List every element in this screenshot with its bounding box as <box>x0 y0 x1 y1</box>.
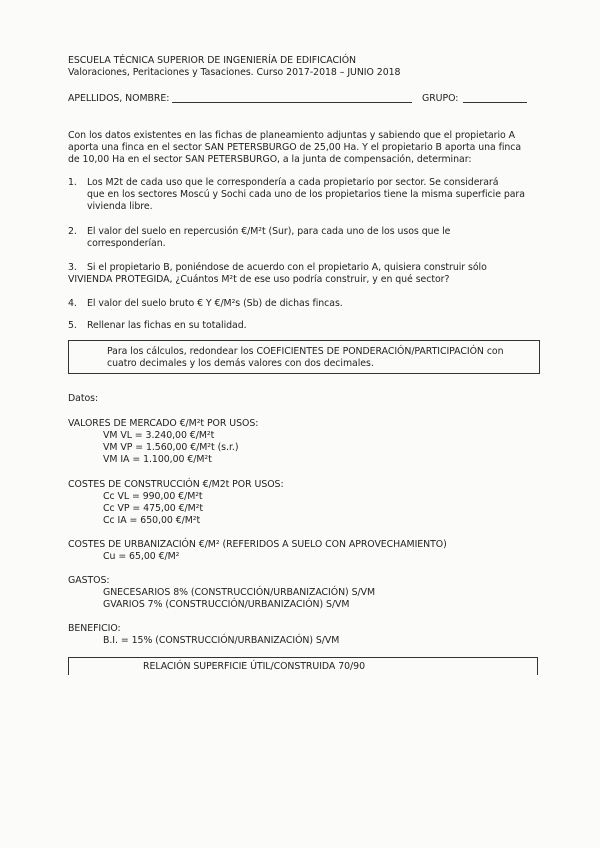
gastos-title: GASTOS: <box>68 575 110 586</box>
question-number: 3. <box>68 262 77 273</box>
question-text: El valor del suelo en repercusión €/M²t (Sur), para cada uno de los usos que le <box>87 226 451 237</box>
question-text: Los M2t de cada uso que le correspondería a cada propietario por sector. Se considerará <box>87 177 499 188</box>
intro-line-2: aporta una finca en el sector SAN PETERSBURGO de 25,00 Ha. Y el propietario B aporta una finca <box>68 142 522 153</box>
construction-cost: Cc VL = 990,00 €/M²t <box>103 491 203 502</box>
question-number: 2. <box>68 226 77 237</box>
intro-line-1: Con los datos existentes en las fichas de planeamiento adjuntas y sabiendo que el propietario A <box>68 130 515 141</box>
construction-costs-title: COSTES DE CONSTRUCCIÓN €/M2t POR USOS: <box>68 479 284 490</box>
gasto-item: GVARIOS 7% (CONSTRUCCIÓN/URBANIZACIÓN) S/VM <box>103 599 350 610</box>
relation-box <box>68 657 538 675</box>
relation-text: RELACIÓN SUPERFICIE ÚTIL/CONSTRUIDA 70/90 <box>143 661 365 672</box>
urbanization-cost: Cu = 65,00 €/M² <box>103 551 180 562</box>
question-text: VIVIENDA PROTEGIDA, ¿Cuántos M²t de ese uso podría construir, y en qué sector? <box>68 274 450 285</box>
question-text: Si el propietario B, poniéndose de acuerdo con el propietario A, quisiera construir sólo <box>87 262 487 273</box>
question-text: El valor del suelo bruto € Y €/M²s (Sb) de dichas fincas. <box>87 298 343 309</box>
construction-cost: Cc VP = 475,00 €/M²t <box>103 503 203 514</box>
market-values-title: VALORES DE MERCADO €/M²t POR USOS: <box>68 418 259 429</box>
question-number: 5. <box>68 320 77 331</box>
market-value: VM VP = 1.560,00 €/M²t (s.r.) <box>103 442 239 453</box>
group-label: GRUPO: <box>422 93 459 104</box>
name-blank[interactable] <box>172 102 412 103</box>
datos-title: Datos: <box>68 393 99 404</box>
beneficio-item: B.I. = 15% (CONSTRUCCIÓN/URBANIZACIÓN) S/VM <box>103 635 340 646</box>
gasto-item: GNECESARIOS 8% (CONSTRUCCIÓN/URBANIZACIÓN) S/VM <box>103 587 375 598</box>
urbanization-costs-title: COSTES DE URBANIZACIÓN €/M² (REFERIDOS A SUELO CON APROVECHAMIENTO) <box>68 539 447 550</box>
market-value: VM IA = 1.100,00 €/M²t <box>103 454 212 465</box>
name-label: APELLIDOS, NOMBRE: <box>68 93 170 104</box>
question-text: que en los sectores Moscú y Sochi cada uno de los propietarios tiene la misma superficie para <box>87 189 525 200</box>
course-line: Valoraciones, Peritaciones y Tasaciones. Curso 2017-2018 – JUNIO 2018 <box>68 67 401 78</box>
group-blank[interactable] <box>463 102 527 103</box>
question-text: corresponderían. <box>87 238 166 249</box>
rounding-note-box <box>68 340 540 374</box>
market-value: VM VL = 3.240,00 €/M²t <box>103 430 215 441</box>
note-line-2: cuatro decimales y los demás valores con dos decimales. <box>107 358 374 369</box>
construction-cost: Cc IA = 650,00 €/M²t <box>103 515 201 526</box>
question-text: Rellenar las fichas en su totalidad. <box>87 320 247 331</box>
intro-line-3: de 10,00 Ha en el sector SAN PETERSBURGO, a la junta de compensación, determinar: <box>68 154 472 165</box>
note-line-1: Para los cálculos, redondear los COEFICIENTES DE PONDERACIÓN/PARTICIPACIÓN con <box>107 346 504 357</box>
question-number: 4. <box>68 298 77 309</box>
beneficio-title: BENEFICIO: <box>68 623 121 634</box>
school-name: ESCUELA TÉCNICA SUPERIOR DE INGENIERÍA DE EDIFICACIÓN <box>68 55 356 66</box>
question-text: vivienda libre. <box>87 201 153 212</box>
question-number: 1. <box>68 177 77 188</box>
